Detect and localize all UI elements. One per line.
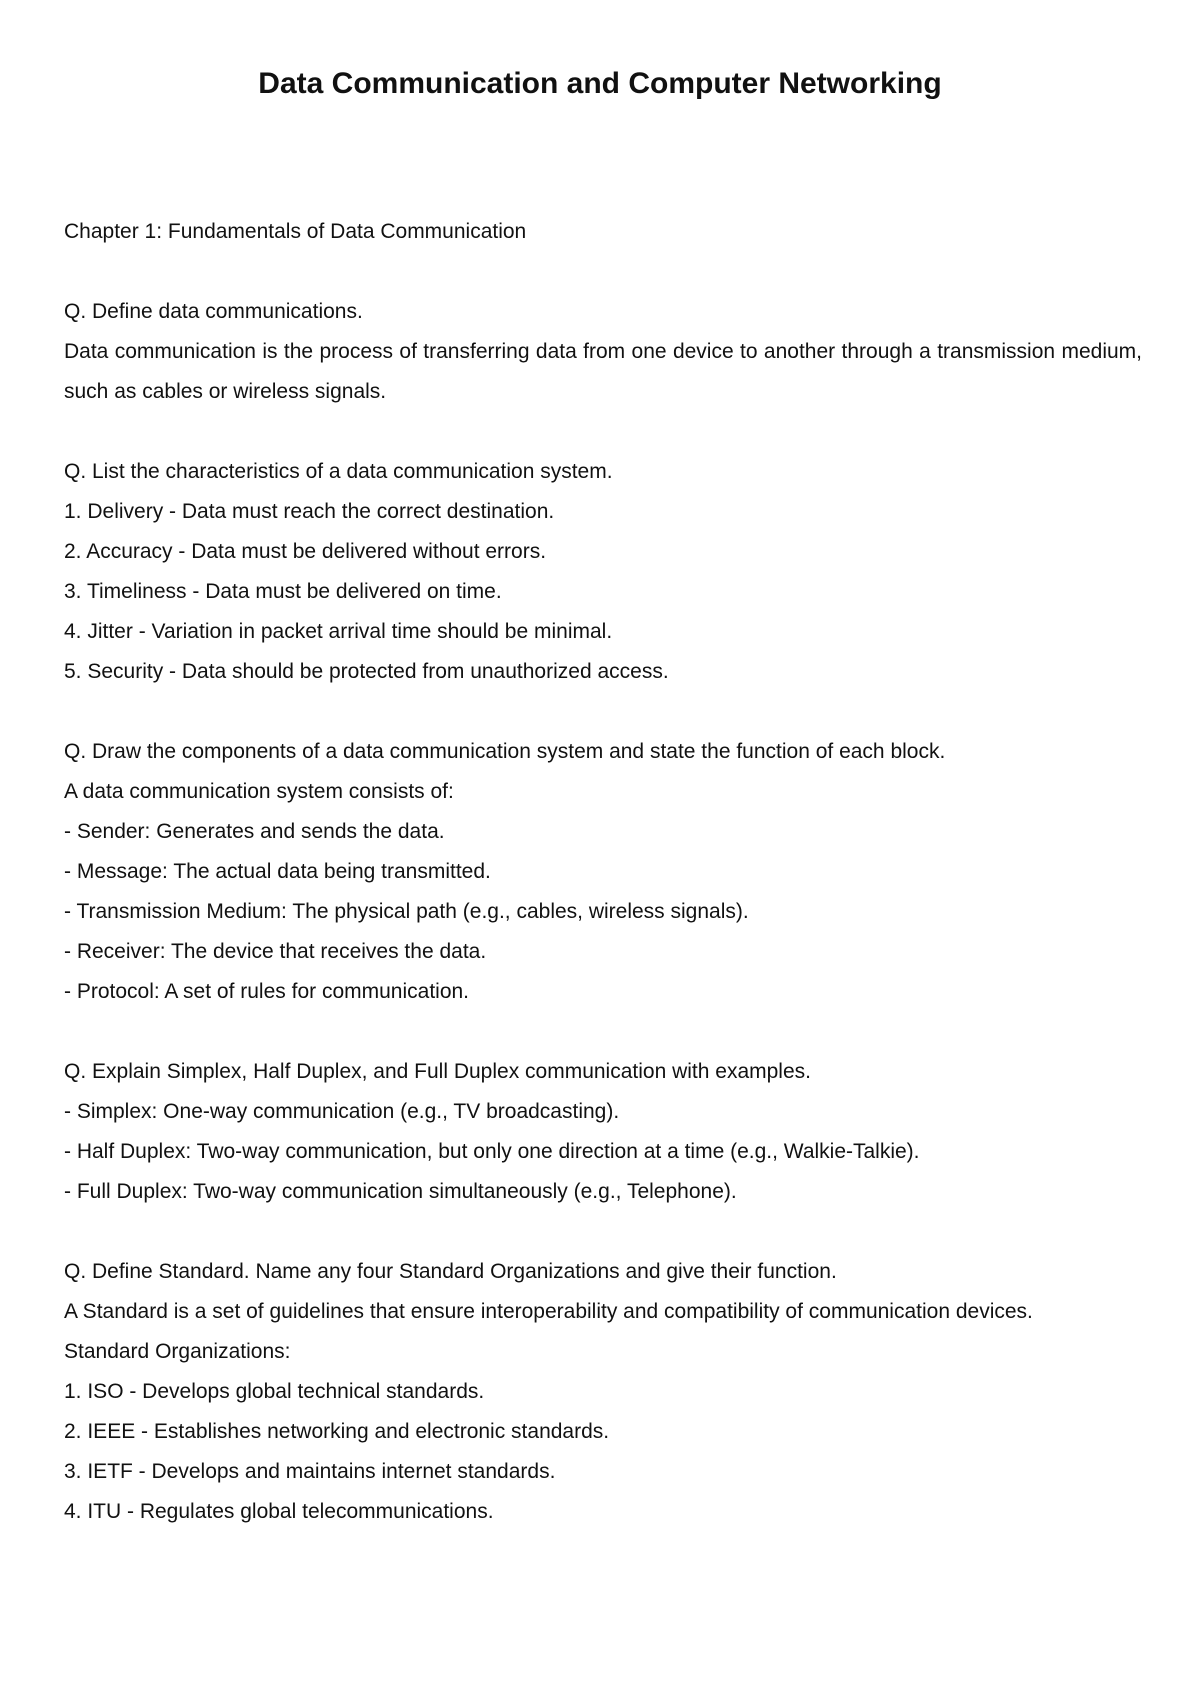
section-define-data-communications [64, 292, 1142, 412]
list-item: 1. Delivery - Data must reach the correct destination. [64, 500, 555, 523]
section-duplex-modes [64, 1052, 1142, 1212]
section-characteristics [64, 452, 1142, 692]
question: Q. List the characteristics of a data communication system. [64, 460, 613, 483]
list-item: - Half Duplex: Two-way communication, but only one direction at a time (e.g., Walkie-Talkie). [64, 1140, 920, 1163]
list-item: 1. ISO - Develops global technical standards. [64, 1380, 485, 1403]
intro-text: A data communication system consists of: [64, 780, 454, 803]
list-item: 2. Accuracy - Data must be delivered without errors. [64, 540, 547, 563]
list-item: 4. Jitter - Variation in packet arrival time should be minimal. [64, 620, 613, 643]
intro-text: Standard Organizations: [64, 1340, 291, 1363]
question: Q. Draw the components of a data communication system and state the function of each block. [64, 740, 946, 763]
spacer [64, 252, 1142, 292]
question: Q. Define data communications. [64, 300, 363, 323]
spacer [64, 412, 1142, 452]
list-item: - Full Duplex: Two-way communication simultaneously (e.g., Telephone). [64, 1180, 737, 1203]
answer-paragraph: A Standard is a set of guidelines that ensure interoperability and compatibility of communication devices. [64, 1300, 1033, 1323]
list-item: - Transmission Medium: The physical path (e.g., cables, wireless signals). [64, 900, 749, 923]
spacer [64, 1212, 1142, 1252]
list-item: - Protocol: A set of rules for communication. [64, 980, 470, 1003]
list-item: - Sender: Generates and sends the data. [64, 820, 445, 843]
question: Q. Define Standard. Name any four Standard Organizations and give their function. [64, 1260, 837, 1283]
document-title: Data Communication and Computer Networking [258, 67, 942, 100]
spacer [64, 692, 1142, 732]
list-item: - Simplex: One-way communication (e.g., TV broadcasting). [64, 1100, 620, 1123]
section-components [64, 732, 1142, 1012]
answer-paragraph: Data communication is the process of transferring data from one device to another through a transmission medium, such as cables or wireless signals. [64, 340, 1142, 403]
list-item: 2. IEEE - Establishes networking and electronic standards. [64, 1420, 610, 1443]
chapter-heading: Chapter 1: Fundamentals of Data Communication [64, 220, 527, 243]
list-item: 4. ITU - Regulates global telecommunications. [64, 1500, 494, 1523]
document-body [64, 212, 1142, 1532]
list-item: 3. Timeliness - Data must be delivered on time. [64, 580, 502, 603]
spacer [64, 1012, 1142, 1052]
list-item: 3. IETF - Develops and maintains internet standards. [64, 1460, 556, 1483]
question: Q. Explain Simplex, Half Duplex, and Full Duplex communication with examples. [64, 1060, 811, 1083]
section-standards [64, 1252, 1142, 1532]
list-item: - Message: The actual data being transmitted. [64, 860, 491, 883]
list-item: 5. Security - Data should be protected from unauthorized access. [64, 660, 669, 683]
list-item: - Receiver: The device that receives the data. [64, 940, 487, 963]
